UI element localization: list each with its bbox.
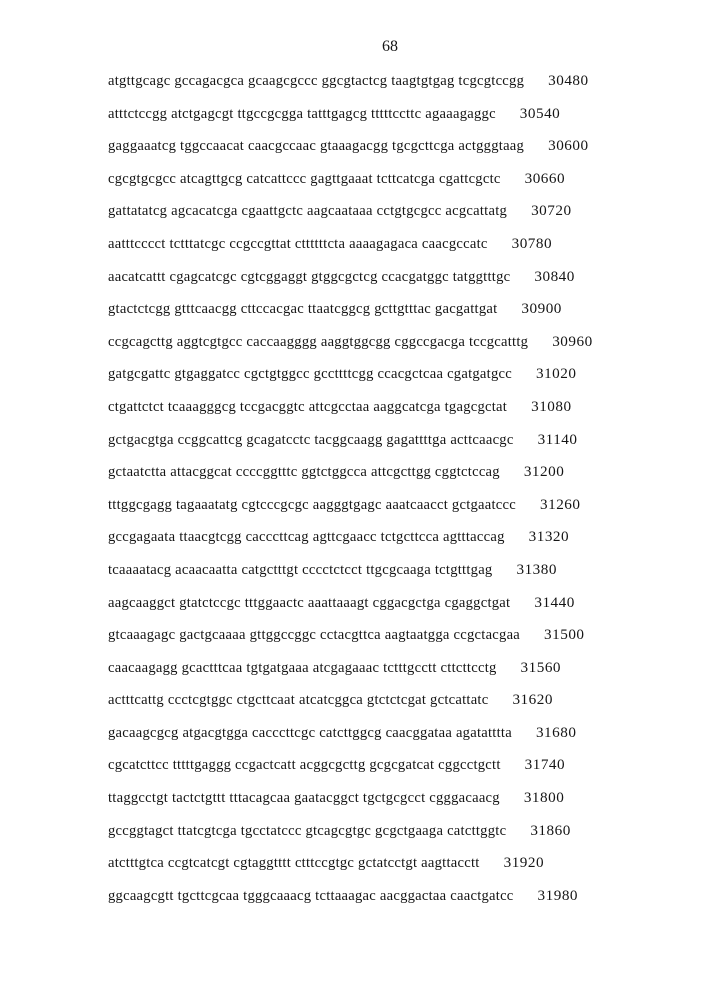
position-number: 31020 [535,365,577,383]
sequence-text: tcaaaatacg acaacaatta catgctttgt cccctctcct ttgcgcaaga tctgtttgag [108,561,493,578]
sequence-text: cgcatcttcc tttttgaggg ccgactcatt acggcgcttg gcgcgatcat cggcctgctt [108,757,501,774]
position-number: 31320 [528,528,570,546]
sequence-text: caacaagagg gcactttcaa tgtgatgaaa atcgagaaac tctttgcctt cttcttcctg [108,659,497,676]
sequence-row [108,70,668,103]
sequence-text: ggcaagcgtt tgcttcgcaa tgggcaaacg tcttaaagac aacggactaa caactgatcc [108,887,514,904]
position-number: 31260 [540,495,581,513]
sequence-row [108,429,668,462]
position-number: 30960 [552,332,593,350]
sequence-row [108,852,668,885]
position-number: 30600 [548,137,589,155]
sequence-row [108,331,668,364]
sequence-row [108,396,668,429]
position-number: 31800 [523,789,565,807]
sequence-text: gacaagcgcg atgacgtgga cacccttcgc catcttggcg caacggataa agatatttta [108,724,512,741]
sequence-text: gattatatcg agcacatcga cgaattgctc aagcaataaa cctgtgcgcc acgcattatg [108,203,508,220]
sequence-text: gtactctcgg gtttcaacgg cttccacgac ttaatcggcg gcttgtttac gacgattgat [108,301,498,318]
sequence-row [108,624,668,657]
position-number: 30900 [521,300,562,318]
sequence-row [108,103,668,136]
sequence-row [108,885,668,918]
sequence-text: gccggtagct ttatcgtcga tgcctatccc gtcagcgtgc gcgctgaaga catcttggtc [108,822,507,839]
sequence-row [108,559,668,592]
sequence-row [108,363,668,396]
page-number: 68 [382,38,398,55]
position-number: 31380 [516,560,557,578]
position-number: 31920 [503,854,545,872]
sequence-row [108,266,668,299]
sequence-row [108,722,668,755]
position-number: 30840 [534,267,575,285]
sequence-row [108,820,668,853]
sequence-row [108,787,668,820]
position-number: 31980 [537,886,579,904]
position-number: 31560 [520,658,562,676]
sequence-row [108,200,668,233]
sequence-row [108,168,668,201]
position-number: 31440 [534,593,575,611]
position-number: 30540 [519,104,561,122]
sequence-text: gctgacgtga ccggcattcg gcagatcctc tacggcaagg gagattttga acttcaacgc [108,431,514,448]
position-number: 31680 [535,723,577,741]
position-number: 31200 [523,463,565,481]
sequence-text: gtcaaagagc gactgcaaaa gttggccggc cctacgttca aagtaatgga ccgctacgaa [108,627,521,644]
sequence-row [108,233,668,266]
sequence-listing [108,70,668,917]
position-number: 31500 [544,626,585,644]
sequence-text: tttggcgagg tagaaatatg cgtcccgcgc aagggtgagc aaatcaacct gctgaatccc [108,496,516,513]
position-number: 31860 [530,821,571,839]
sequence-text: atctttgtca ccgtcatcgt cgtaggtttt ctttccgtgc gctatcctgt aagttacctt [108,855,480,872]
sequence-row [108,754,668,787]
sequence-text: gatgcgattc gtgaggatcc cgctgtggcc gccttttcgg ccacgctcaa cgatgatgcc [108,366,512,383]
sequence-row [108,657,668,690]
sequence-row [108,298,668,331]
position-number: 31080 [531,397,572,415]
sequence-text: aagcaaggct gtatctccgc tttggaactc aaattaaagt cggacgctga cgaggctgat [108,594,511,611]
sequence-text: atttctccgg atctgagcgt ttgccgcgga tatttgagcg tttttccttc agaaagaggc [108,105,496,122]
position-number: 31740 [524,756,566,774]
sequence-row [108,526,668,559]
sequence-text: gaggaaatcg tggccaacat caacgccaac gtaaagacgg tgcgcttcga actgggtaag [108,138,525,155]
sequence-row [108,461,668,494]
sequence-text: gctaatctta attacggcat ccccggtttc ggtctggcca attcgcttgg cggtctccag [108,464,500,481]
position-number: 31620 [512,691,553,709]
position-number: 30660 [524,169,566,187]
sequence-text: ctgattctct tcaaagggcg tccgacggtc attcgcctaa aaggcatcga tgagcgctat [108,398,508,415]
position-number: 30720 [531,202,572,220]
position-number: 31140 [537,430,578,448]
sequence-text: cgcgtgcgcc atcagttgcg catcattccc gagttgaaat tcttcatcga cgattcgctc [108,170,501,187]
sequence-text: aatttcccct tctttatcgc ccgccgttat cttttttcta aaaagagaca caacgccatc [108,235,488,252]
sequence-text: actttcattg ccctcgtggc ctgcttcaat atcatcggca gtctctcgat gctcattatc [108,692,489,709]
sequence-text: ccgcagcttg aggtcgtgcc caccaagggg aaggtggcgg cggccgacga tccgcatttg [108,333,529,350]
position-number: 30480 [548,72,589,89]
sequence-text: gccgagaata ttaacgtcgg cacccttcag agttcgaacc tctgcttcca agtttaccag [108,529,505,546]
sequence-row [108,494,668,527]
sequence-row [108,592,668,625]
sequence-row [108,689,668,722]
sequence-text: aacatcattt cgagcatcgc cgtcggaggt gtggcgctcg ccacgatggc tatggtttgc [108,268,511,285]
sequence-text: ttaggcctgt tactctgttt tttacagcaa gaatacggct tgctgcgcct cgggacaacg [108,790,500,807]
sequence-row [108,135,668,168]
sequence-text: atgttgcagc gccagacgca gcaagcgccc ggcgtactcg taagtgtgag tcgcgtccgg [108,73,525,89]
position-number: 30780 [511,234,553,252]
